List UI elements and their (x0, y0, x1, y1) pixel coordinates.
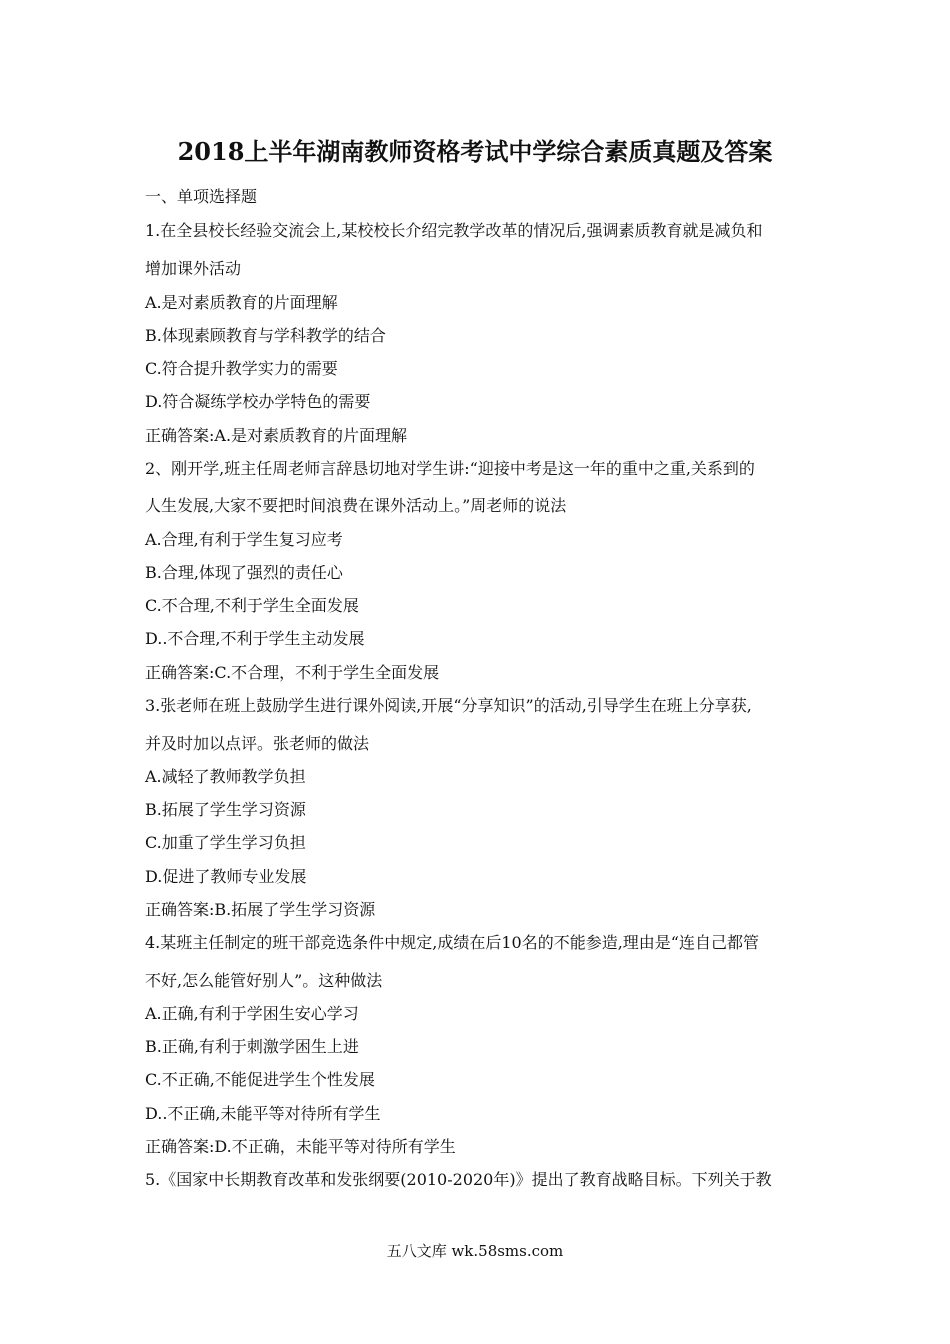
text-line: A.正确,有利于学困生安心学习 (145, 1004, 359, 1023)
text-line: C.加重了学生学习负担 (145, 833, 306, 852)
page-footer: 五八文库 wk.58sms.com (386, 1242, 564, 1260)
text-line: A.合理,有利于学生复习应考 (145, 530, 343, 549)
text-line: 并及时加以点评。张老师的做法 (145, 734, 370, 753)
text-line: 3.张老师在班上鼓励学生进行课外阅读,开展“分享知识”的活动,引导学生在班上分享获, (145, 696, 752, 715)
answer-line: 正确答案:D.不正确，未能平等对待所有学生 (145, 1137, 456, 1156)
text-line: 人生发展,大家不要把时间浪费在课外活动上。”周老师的说法 (145, 496, 567, 515)
text-line: C.符合提升教学实力的需要 (145, 359, 338, 378)
text-line: 5.《国家中长期教育改革和发张纲要(2010-2020年)》提出了教育战略目标。下列关于教 (145, 1170, 772, 1189)
text-line: B.合理,体现了强烈的责任心 (145, 563, 343, 582)
text-line: D.符合凝练学校办学特色的需要 (145, 392, 371, 411)
text-line: D..不正确,未能平等对待所有学生 (145, 1104, 381, 1123)
text-line: 增加课外活动 (145, 259, 242, 278)
document-title: 2018上半年湖南教师资格考试中学综合素质真题及答案 (177, 137, 773, 166)
text-line: B.体现素顾教育与学科教学的结合 (145, 326, 386, 345)
text-line: A.是对素质教育的片面理解 (145, 293, 338, 312)
text-line: C.不合理,不利于学生全面发展 (145, 596, 359, 615)
text-line: D.促进了教师专业发展 (145, 867, 307, 886)
text-line: B.拓展了学生学习资源 (145, 800, 306, 819)
text-line: 2、刚开学,班主任周老师言辞恳切地对学生讲:“迎接中考是这一年的重中之重,关系到的 (145, 459, 755, 478)
text-line: 4.某班主任制定的班干部竞选条件中规定,成绩在后10名的不能参造,理由是“连自己都管 (145, 933, 759, 952)
text-line: D..不合理,不利于学生主动发展 (145, 629, 365, 648)
text-line: A.减轻了教师教学负担 (145, 767, 306, 786)
text-line: C.不正确,不能促进学生个性发展 (145, 1070, 375, 1089)
text-line: 不好,怎么能管好别人”。这种做法 (145, 971, 383, 990)
text-line: B.正确,有利于刺激学困生上进 (145, 1037, 359, 1056)
answer-line: 正确答案:B.拓展了学生学习资源 (145, 900, 376, 919)
answer-line: 正确答案:A.是对素质教育的片面理解 (145, 426, 408, 445)
answer-line: 正确答案:C.不合理，不利于学生全面发展 (145, 663, 440, 682)
text-line: 1.在全县校长经验交流会上,某校校长介绍完教学改革的情况后,强调素质教育就是减负和 (145, 221, 763, 240)
section-heading: 一、单项选择题 (145, 187, 258, 206)
